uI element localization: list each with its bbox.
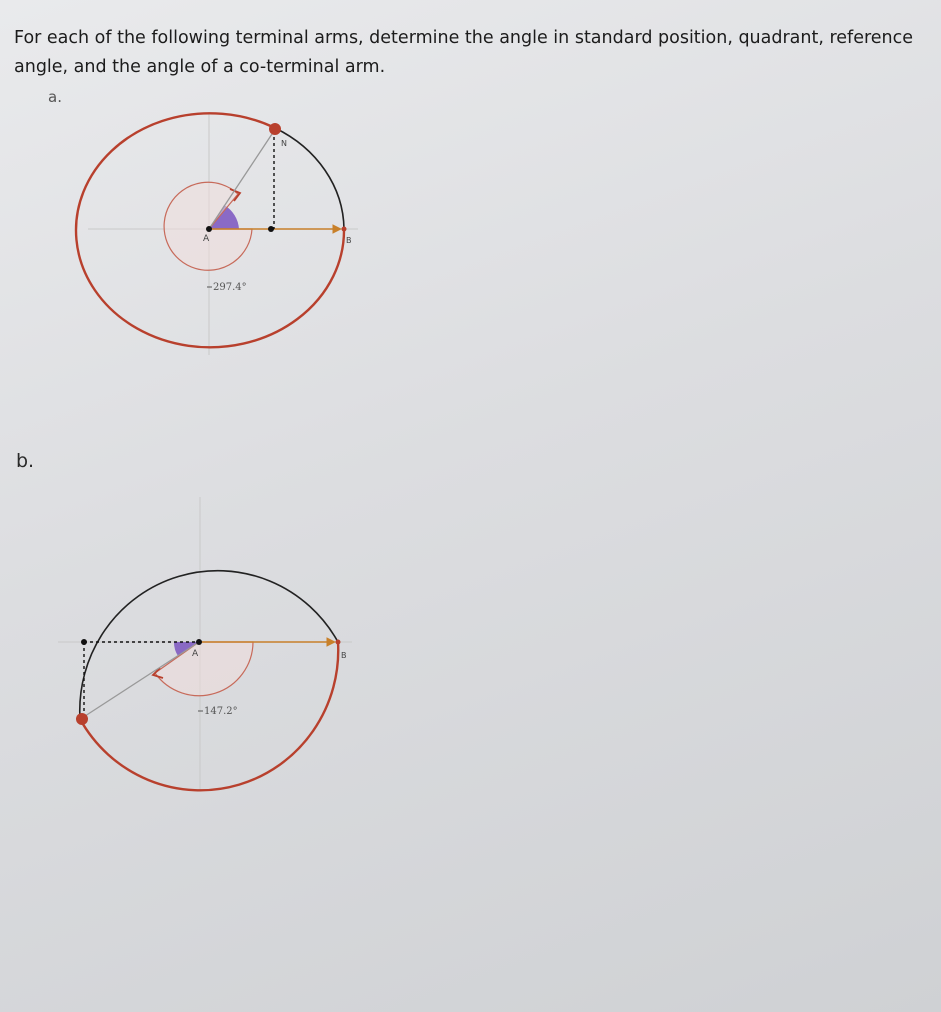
diagram-a-foot-point [268, 226, 274, 232]
diagram-b-angle-label: 147.2° [204, 706, 238, 717]
diagram-a-terminal-point [269, 123, 281, 135]
diagram-b-terminal-point [76, 713, 88, 725]
instructions-text: For each of the following terminal arms, determine the angle in standard position, quadrant, reference angle, and the angle of a co-terminal arm. [14, 28, 914, 77]
diagram-b-initial-label: B [341, 651, 347, 660]
diagram-a [76, 112, 358, 355]
diagram-a-terminal-label: N [281, 139, 287, 148]
diagram-a-initial-point [342, 227, 347, 232]
diagram-b-initial-point [336, 640, 341, 645]
diagram-a-center-label: A [203, 234, 210, 244]
diagram-a-terminal-arm [209, 131, 274, 229]
diagram-a-initial-label: B [346, 236, 352, 245]
diagram-b [58, 497, 352, 790]
diagram-b-angle-arc [155, 642, 253, 696]
part-a-label: a. [48, 88, 62, 106]
diagram-a-angle-label: 297.4° [213, 282, 247, 293]
diagram-b-foot-point [81, 639, 87, 645]
part-b-label: b. [16, 450, 35, 472]
diagram-b-center-label: A [192, 649, 199, 659]
diagram-a-center-point [206, 226, 212, 232]
diagram-b-center-point [196, 639, 202, 645]
